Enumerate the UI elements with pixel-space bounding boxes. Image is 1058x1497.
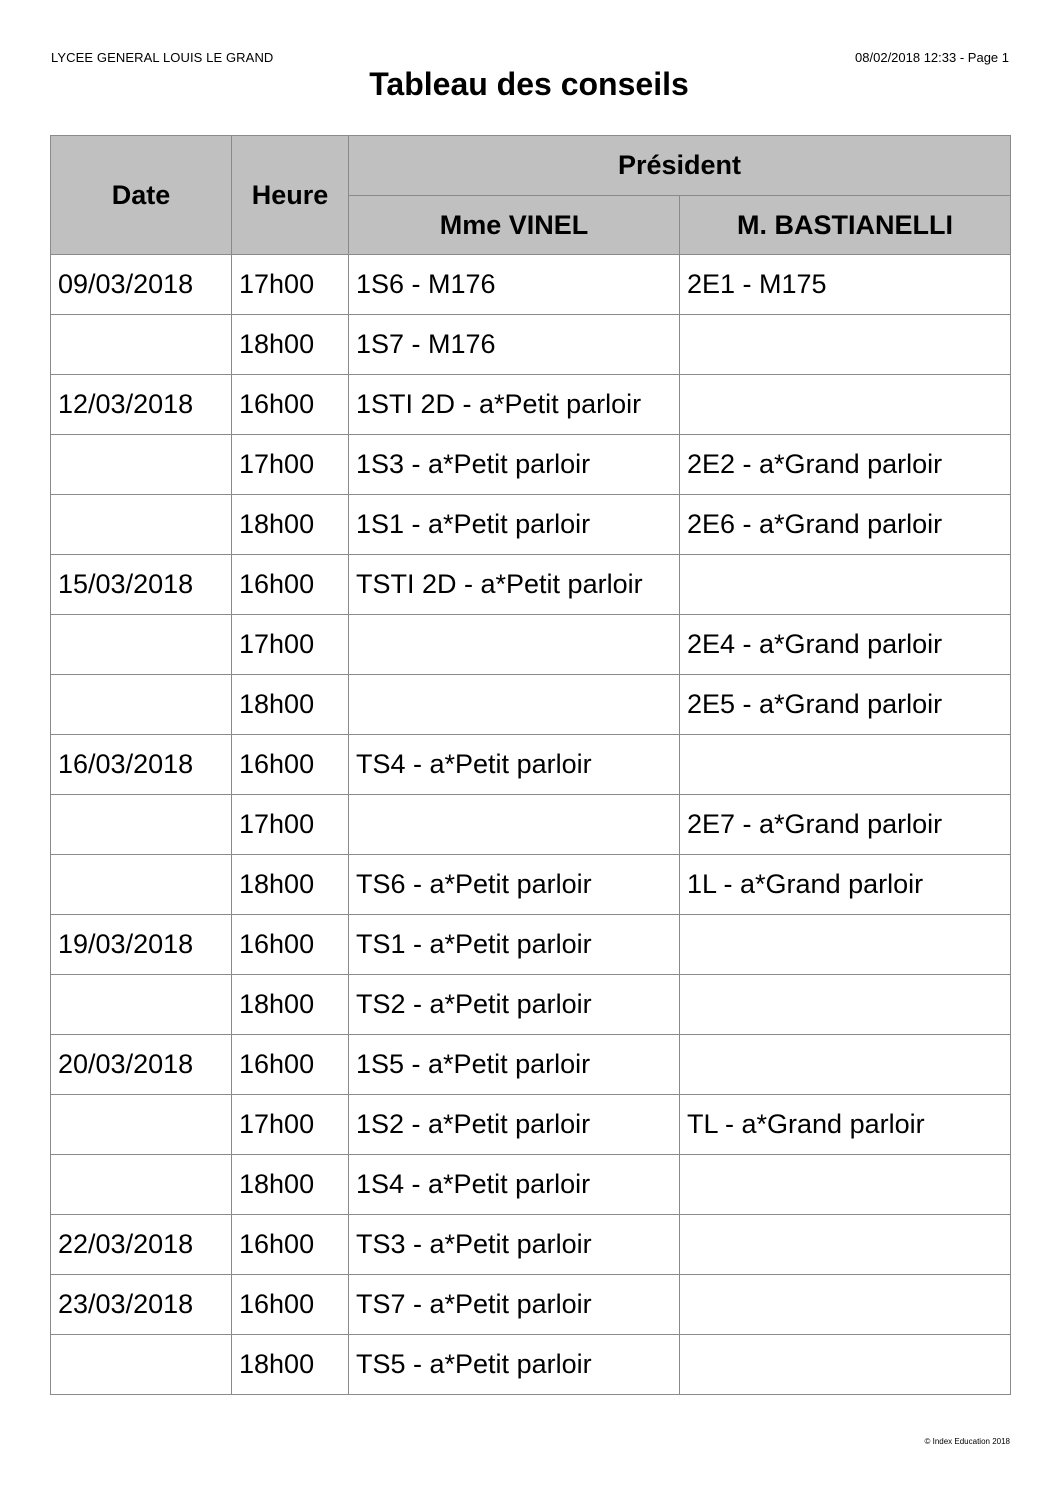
cell-heure: 16h00 — [232, 1035, 349, 1095]
cell-president-vinel — [349, 615, 680, 675]
cell-president-bastianelli: 2E1 - M175 — [680, 255, 1011, 315]
cell-president-vinel: TS6 - a*Petit parloir — [349, 855, 680, 915]
table-row — [51, 1035, 1011, 1095]
column-header-president: Président — [349, 136, 1011, 196]
table-row — [51, 675, 1011, 735]
cell-president-bastianelli — [680, 1155, 1011, 1215]
cell-president-bastianelli: 2E2 - a*Grand parloir — [680, 435, 1011, 495]
cell-heure: 17h00 — [232, 435, 349, 495]
cell-president-vinel: 1S6 - M176 — [349, 255, 680, 315]
cell-president-bastianelli: 1L - a*Grand parloir — [680, 855, 1011, 915]
table-row — [51, 1275, 1011, 1335]
table-body — [51, 255, 1011, 1395]
print-timestamp-page: 08/02/2018 12:33 - Page 1 — [855, 50, 1009, 65]
cell-president-vinel — [349, 675, 680, 735]
cell-date — [51, 435, 232, 495]
table-row — [51, 1215, 1011, 1275]
cell-date — [51, 495, 232, 555]
cell-president-bastianelli — [680, 1215, 1011, 1275]
cell-president-bastianelli — [680, 1275, 1011, 1335]
cell-heure: 17h00 — [232, 1095, 349, 1155]
cell-president-vinel: 1S4 - a*Petit parloir — [349, 1155, 680, 1215]
table-row — [51, 1335, 1011, 1395]
cell-president-bastianelli: 2E6 - a*Grand parloir — [680, 495, 1011, 555]
cell-president-vinel — [349, 795, 680, 855]
cell-heure: 18h00 — [232, 855, 349, 915]
table-row — [51, 855, 1011, 915]
column-header-president-bastianelli: M. BASTIANELLI — [680, 196, 1011, 255]
cell-heure: 16h00 — [232, 375, 349, 435]
table-row — [51, 435, 1011, 495]
page-title: Tableau des conseils — [369, 66, 689, 102]
cell-president-vinel: 1S5 - a*Petit parloir — [349, 1035, 680, 1095]
cell-date — [51, 1095, 232, 1155]
cell-president-vinel: TS2 - a*Petit parloir — [349, 975, 680, 1035]
cell-date — [51, 795, 232, 855]
cell-date: 19/03/2018 — [51, 915, 232, 975]
cell-date: 09/03/2018 — [51, 255, 232, 315]
cell-president-vinel: TS3 - a*Petit parloir — [349, 1215, 680, 1275]
cell-heure: 16h00 — [232, 915, 349, 975]
cell-date — [51, 315, 232, 375]
cell-president-vinel: 1S3 - a*Petit parloir — [349, 435, 680, 495]
cell-date — [51, 1155, 232, 1215]
cell-heure: 17h00 — [232, 255, 349, 315]
cell-heure: 18h00 — [232, 1155, 349, 1215]
copyright-footer: © Index Education 2018 — [924, 1437, 1010, 1446]
table-row — [51, 555, 1011, 615]
cell-president-bastianelli — [680, 975, 1011, 1035]
cell-president-vinel: TS5 - a*Petit parloir — [349, 1335, 680, 1395]
cell-president-vinel: 1S1 - a*Petit parloir — [349, 495, 680, 555]
cell-president-vinel: TS7 - a*Petit parloir — [349, 1275, 680, 1335]
cell-date — [51, 615, 232, 675]
cell-president-bastianelli: 2E7 - a*Grand parloir — [680, 795, 1011, 855]
school-name: LYCEE GENERAL LOUIS LE GRAND — [51, 50, 274, 65]
cell-date — [51, 1335, 232, 1395]
cell-president-vinel: TS1 - a*Petit parloir — [349, 915, 680, 975]
table-row — [51, 735, 1011, 795]
table-row — [51, 315, 1011, 375]
cell-president-vinel: 1S2 - a*Petit parloir — [349, 1095, 680, 1155]
councils-table — [50, 135, 1011, 1395]
cell-heure: 16h00 — [232, 1275, 349, 1335]
cell-date: 20/03/2018 — [51, 1035, 232, 1095]
cell-heure: 18h00 — [232, 975, 349, 1035]
cell-date: 12/03/2018 — [51, 375, 232, 435]
cell-president-vinel: TSTI 2D - a*Petit parloir — [349, 555, 680, 615]
cell-date: 16/03/2018 — [51, 735, 232, 795]
cell-president-bastianelli: 2E4 - a*Grand parloir — [680, 615, 1011, 675]
table-row — [51, 375, 1011, 435]
cell-president-bastianelli — [680, 1335, 1011, 1395]
cell-president-vinel: 1STI 2D - a*Petit parloir — [349, 375, 680, 435]
cell-date — [51, 675, 232, 735]
cell-date — [51, 855, 232, 915]
cell-president-bastianelli: TL - a*Grand parloir — [680, 1095, 1011, 1155]
table-row — [51, 975, 1011, 1035]
cell-heure: 16h00 — [232, 735, 349, 795]
cell-heure: 18h00 — [232, 1335, 349, 1395]
column-header-date: Date — [51, 136, 232, 255]
cell-president-bastianelli — [680, 375, 1011, 435]
table-row — [51, 615, 1011, 675]
cell-heure: 17h00 — [232, 795, 349, 855]
cell-date: 15/03/2018 — [51, 555, 232, 615]
cell-heure: 18h00 — [232, 315, 349, 375]
cell-heure: 16h00 — [232, 1215, 349, 1275]
cell-president-vinel: 1S7 - M176 — [349, 315, 680, 375]
cell-date: 22/03/2018 — [51, 1215, 232, 1275]
table-row — [51, 255, 1011, 315]
cell-heure: 17h00 — [232, 615, 349, 675]
column-header-president-vinel: Mme VINEL — [349, 196, 680, 255]
cell-date — [51, 975, 232, 1035]
cell-president-bastianelli — [680, 915, 1011, 975]
table-row — [51, 495, 1011, 555]
cell-president-bastianelli — [680, 555, 1011, 615]
cell-heure: 18h00 — [232, 495, 349, 555]
table-row — [51, 1155, 1011, 1215]
cell-heure: 16h00 — [232, 555, 349, 615]
cell-president-bastianelli: 2E5 - a*Grand parloir — [680, 675, 1011, 735]
cell-heure: 18h00 — [232, 675, 349, 735]
table-row — [51, 795, 1011, 855]
cell-president-bastianelli — [680, 735, 1011, 795]
table-row — [51, 1095, 1011, 1155]
cell-date: 23/03/2018 — [51, 1275, 232, 1335]
cell-president-bastianelli — [680, 1035, 1011, 1095]
cell-president-vinel: TS4 - a*Petit parloir — [349, 735, 680, 795]
column-header-heure: Heure — [232, 136, 349, 255]
table-row — [51, 915, 1011, 975]
cell-president-bastianelli — [680, 315, 1011, 375]
